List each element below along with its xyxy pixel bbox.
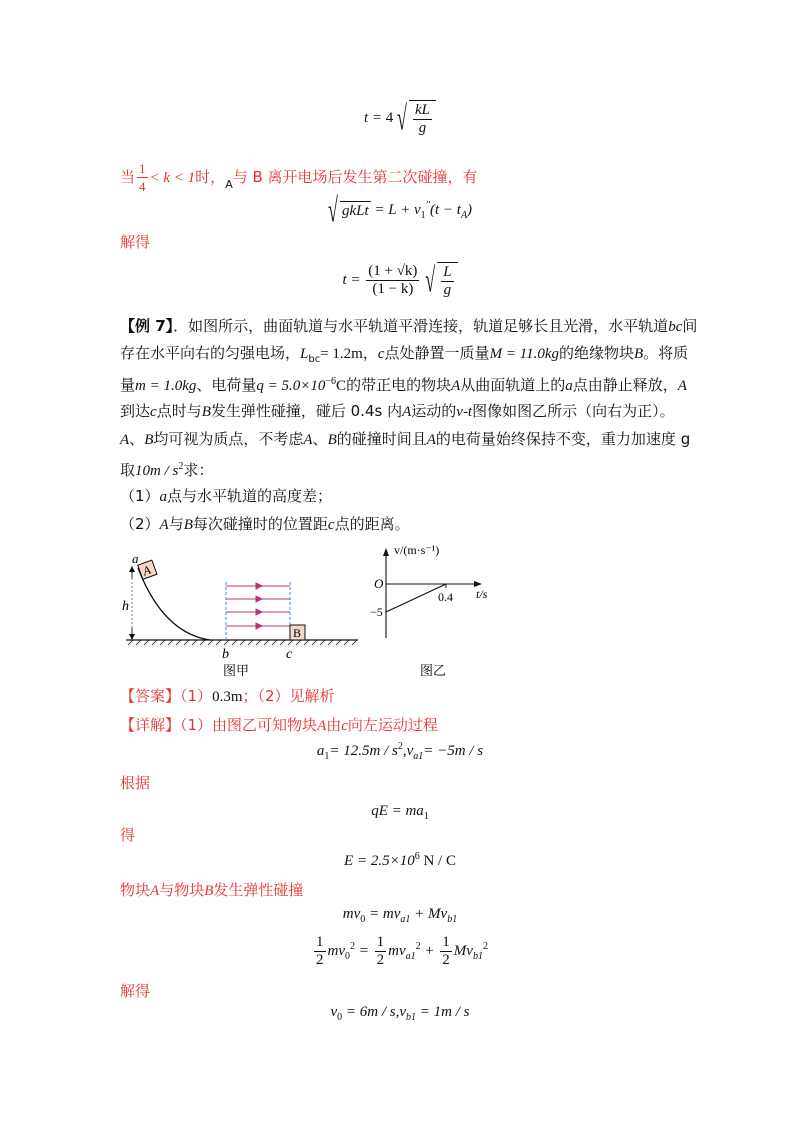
answer-line: 【答案】（1）0.3m；（2）见解析: [120, 687, 335, 705]
figure-yi: [360, 542, 500, 682]
equation-qE: qE = $ma_1$: [371, 803, 429, 822]
equation-acceleration: $a_1= 12.5m / s^2,v_{a1}= -5m / s$: [316, 741, 484, 762]
problem-line-3: 量m = 1.0kg、电荷量$q = 5.0\times 10^{-6}C$的带正电的物块A从曲面轨道上的a点由静止释放，A: [120, 376, 687, 394]
label-c: c: [286, 647, 293, 662]
label-B: B: [293, 626, 302, 640]
equation-t-sqrt: t = 4 √ $\frac{kL}{g}$: [0, 100, 800, 137]
equation-velocities: $v_0 = 6m / s,v_{b1} = 1m / s$: [330, 1004, 470, 1023]
label-h: h: [122, 599, 129, 614]
problem-line-2: 存在水平向右的匀强电场，$L_{bc}= 1.2m$，c点处静置一质量M = 11.0kg的绝缘物块B。将质: [120, 344, 689, 365]
ground-hatching: [128, 640, 357, 645]
caption-jia: 图甲: [223, 663, 250, 678]
genju-label: 根据: [120, 774, 151, 792]
jiede-label-2: 解得: [120, 982, 151, 1000]
equation-E: $E = 2.5\times 10^6$ N / C: [344, 851, 456, 869]
question-1: （1）a点与水平轨道的高度差；: [120, 487, 333, 505]
problem-line-5: A、B均可视为质点，不考虑A、B的碰撞时间且A的电荷量始终保持不变，重力加速度 g: [120, 430, 691, 448]
origin-label: O: [374, 576, 384, 591]
field-arrows: [226, 583, 290, 629]
question-2: （2）A与B每次碰撞时的位置距c点的距离。: [120, 515, 410, 533]
equation-momentum: $mv_0 = mv_{a1} + Mv_{b1}$: [342, 906, 458, 925]
elastic-line: 物块A与物块B发生弹性碰撞: [120, 881, 304, 899]
problem-line-1: 【例 7】．如图所示，曲面轨道与水平轨道平滑连接，轨道足够长且光滑，水平轨道bc间: [120, 317, 698, 335]
equation-energy: $\frac{1}{2}$ $mv_0^2$ = $\frac{1}{2}$ $mv_{a1}^2$ + $\frac{1}{2}$ $Mv_{b1}^2$: [316, 934, 488, 968]
tlabel: t/s: [476, 587, 488, 601]
label-b: b: [222, 647, 229, 662]
equation-second-collision: √ gkLt = $L + v_1''(t - t_A)$: [0, 200, 800, 221]
problem-line-4: 到达c点时与B发生弹性碰撞，碰后 0.4s 内A运动的v-t图像如图乙所示（向右为正）。: [120, 402, 675, 420]
tick-0.4: 0.4: [438, 590, 453, 604]
label-a: a: [132, 551, 139, 566]
de-label: 得: [120, 826, 136, 844]
equation-t-result: t = $\frac{(1 + √k)}{(1 - k)}$ √ $\frac{L}{g}$: [0, 262, 800, 299]
curved-track: [138, 568, 210, 640]
caption-yi: 图乙: [420, 663, 447, 678]
problem-line-6: 取$10m / s^2$求：: [120, 461, 214, 479]
tick-minus5: −5: [370, 605, 383, 619]
ylabel: v/(m·s⁻¹): [394, 543, 440, 557]
condition-line: 当 $\frac{1}{4}$ < k < 1时，$_A$与 B 离开电场后发生第二次碰撞，有: [120, 161, 478, 194]
jiede-label-1: 解得: [120, 233, 151, 251]
svg-text:A: A: [140, 562, 153, 579]
figure-jia: [118, 548, 368, 683]
vt-line: [386, 584, 446, 612]
block-a: [138, 560, 157, 579]
detail-line: 【详解】（1）由图乙可知物块A由c向左运动过程: [120, 716, 438, 734]
